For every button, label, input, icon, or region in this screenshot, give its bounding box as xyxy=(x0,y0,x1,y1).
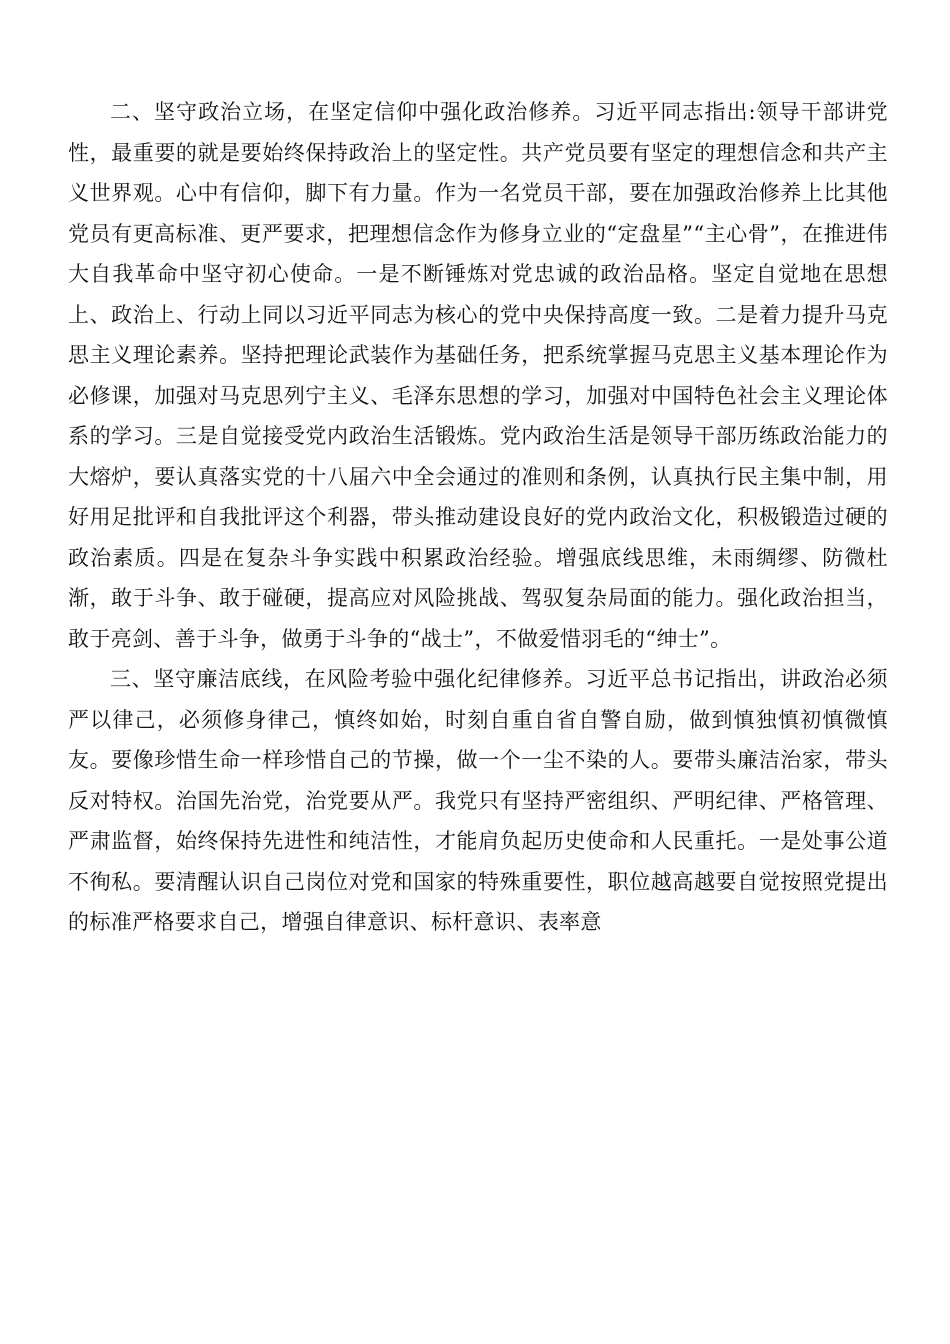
paragraph-integrity-bottom-line: 三、坚守廉洁底线，在风险考验中强化纪律修养。习近平总书记指出，讲政治必须严以律己，必须修身律己，慎终如始，时刻自重自省自警自励，做到慎独慎初慎微慎友。要像珍惜生命一样珍惜自己的节操，做一个一尘不染的人。要带头廉洁治家，带头反对特权。治国先治党，治党要从严。我党只有坚持严密组织、严明纪律、严格管理、严肃监督，始终保持先进性和纯洁性，才能肩负起历史使命和人民重托。一是处事公道不徇私。要清醒认识自己岗位对党和国家的特殊重要性，职位越高越要自觉按照党提出的标准严格要求自己，增强自律意识、标杆意识、表率意 xyxy=(68,667,888,934)
paragraph-political-stance: 二、坚守政治立场，在坚定信仰中强化政治修养。习近平同志指出:领导干部讲党性，最重要的就是要始终保持政治上的坚定性。共产党员要有坚定的理想信念和共产主义世界观。心中有信仰，脚下有力量。作为一名党员干部，要在加强政治修养上比其他党员有更高标准、更严要求，把理想信念作为修身立业的“定盘星”“主心骨”，在推进伟大自我革命中坚守初心使命。一是不断锤炼对党忠诚的政治品格。坚定自觉地在思想上、政治上、行动上同以习近平同志为核心的党中央保持高度一致。二是着力提升马克思主义理论素养。坚持把理论武装作为基础任务，把系统掌握马克思主义基本理论作为必修课，加强对马克思列宁主义、毛泽东思想的学习，加强对中国特色社会主义理论体系的学习。三是自觉接受党内政治生活锻炼。党内政治生活是领导干部历练政治能力的大熔炉，要认真落实党的十八届六中全会通过的准则和条例，认真执行民主集中制，用好用足批评和自我批评这个利器，带头推动建设良好的党内政治文化，积极锻造过硬的政治素质。四是在复杂斗争实践中积累政治经验。增强底线思维，未雨绸缪、防微杜渐，敢于斗争、敢于碰硬，提高应对风险挑战、驾驭复杂局面的能力。强化政治担当，敢于亮剑、善于斗争，做勇于斗争的“战士”，不做爱惜羽毛的“绅士”。 xyxy=(68,100,888,651)
document-body xyxy=(68,92,888,943)
